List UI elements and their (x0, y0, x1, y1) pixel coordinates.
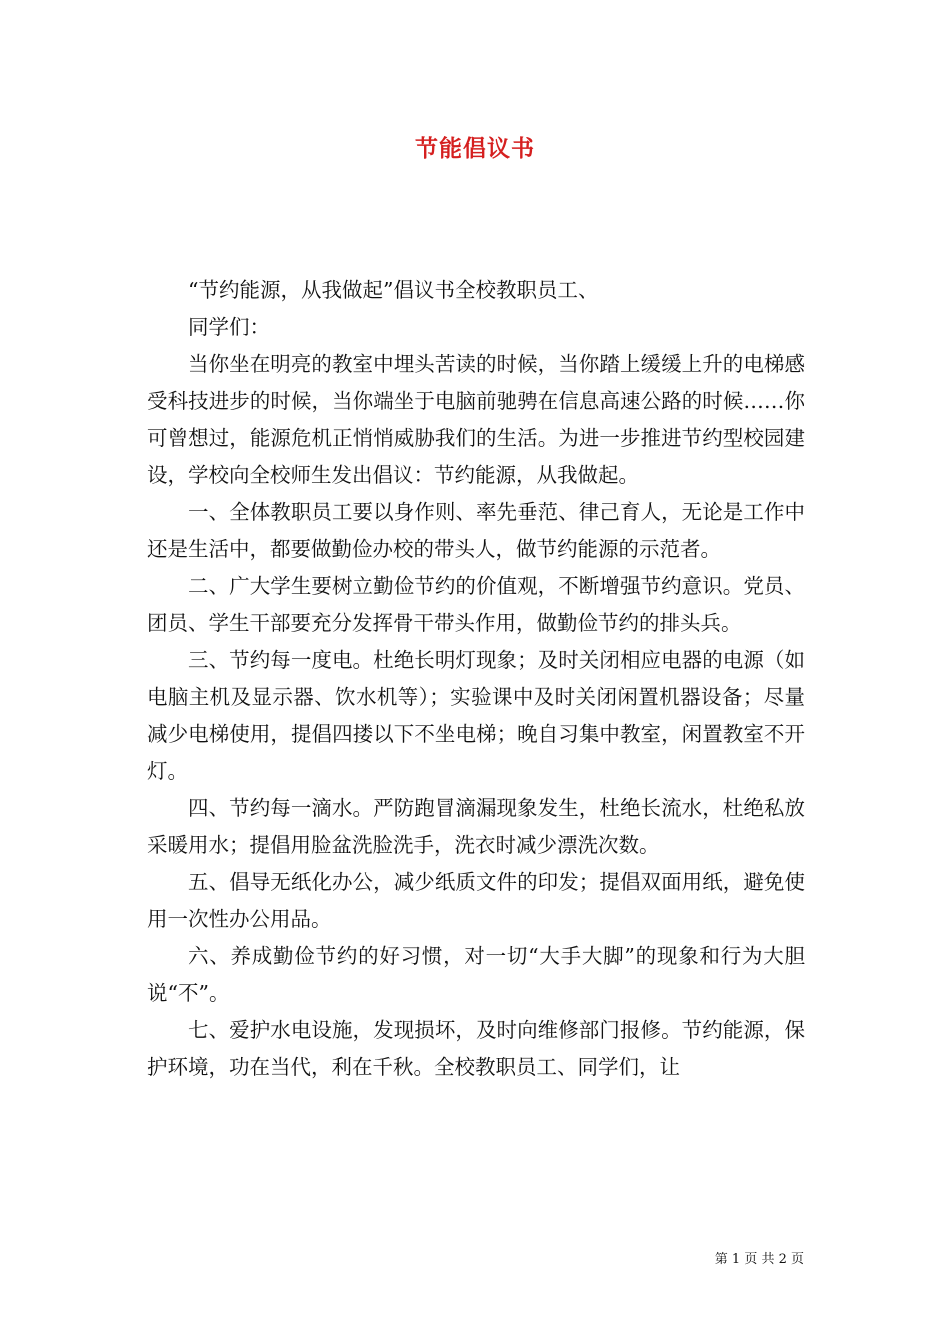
paragraph-2: 同学们： (188, 315, 270, 339)
paragraph-7: 四、节约每一滴水。严防跑冒滴漏现象发生，杜绝长流水，杜绝私放采暖用水；提倡用脸盆洗脸洗手，洗衣时减少漂洗次数。 (147, 796, 805, 857)
paragraph-10: 七、爱护水电设施，发现损坏，及时向维修部门报修。节约能源，保护环境，功在当代，利在千秋。全校教职员工、同学们，让 (147, 1018, 805, 1079)
paragraph-1: “节约能源，从我做起”倡议书全校教职员工、 (188, 278, 599, 302)
paragraph-9: 六、养成勤俭节约的好习惯，对一切“大手大脚”的现象和行为大胆说“不”。 (147, 944, 805, 1005)
paragraph-8: 五、倡导无纸化办公，减少纸质文件的印发；提倡双面用纸，避免使用一次性办公用品。 (147, 870, 805, 931)
page-title: 节能倡议书 (415, 135, 535, 162)
paragraph-3: 当你坐在明亮的教室中埋头苦读的时候，当你踏上缓缓上升的电梯感受科技进步的时候，当你端坐于电脑前驰骋在信息高速公路的时候……你可曾想过，能源危机正悄悄威胁我们的生活。为进一步推进节约型校园建设，学校向全校师生发出倡议：节约能源，从我做起。 (147, 352, 805, 487)
page-number: 第 1 页 共 2 页 (714, 1252, 804, 1267)
paragraph-4: 一、全体教职员工要以身作则、率先垂范、律己育人，无论是工作中还是生活中，都要做勤俭办校的带头人，做节约能源的示范者。 (147, 500, 805, 561)
paragraph-6: 三、节约每一度电。杜绝长明灯现象；及时关闭相应电器的电源（如电脑主机及显示器、饮水机等）；实验课中及时关闭闲置机器设备；尽量减少电梯使用，提倡四搂以下不坐电梯；晚自习集中教室，闲置教室不开灯。 (147, 648, 805, 783)
paragraph-5: 二、广大学生要树立勤俭节约的价值观，不断增强节约意识。党员、团员、学生干部要充分发挥骨干带头作用，做勤俭节约的排头兵。 (147, 574, 805, 635)
document-body (147, 272, 805, 1086)
